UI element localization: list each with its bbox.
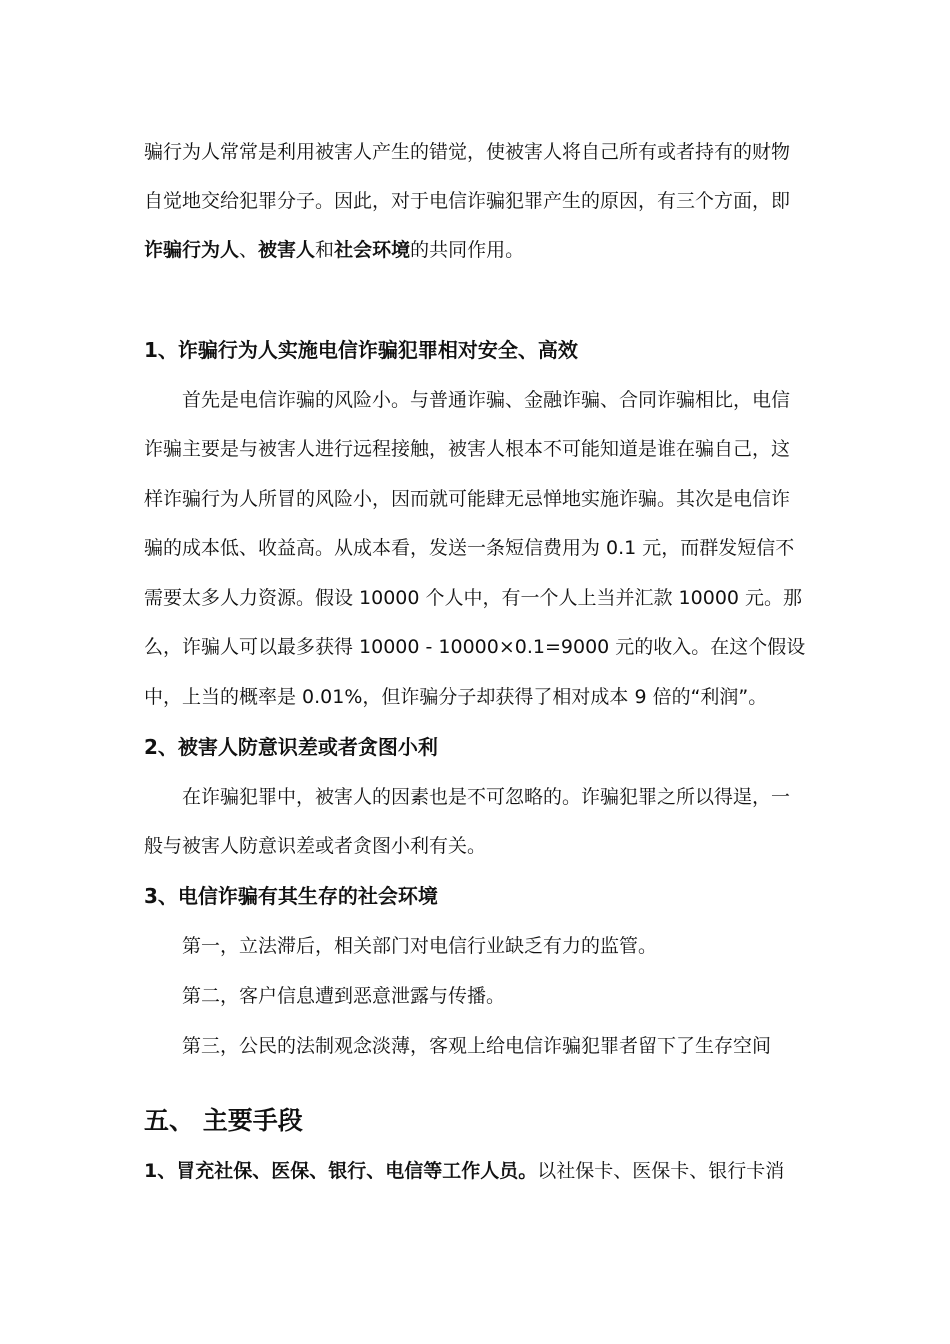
intro-sep-1: 、 xyxy=(239,239,259,261)
section-2-heading: 2、被害人防意识差或者贪图小利 xyxy=(144,735,438,759)
intro-term-social-env: 社会环境 xyxy=(334,239,411,261)
section-1-line-5: 需要太多人力资源。假设 10000 个人中，有一个人上当并汇款 10000 元。那 xyxy=(144,587,803,609)
intro-term-victim: 被害人 xyxy=(258,239,316,261)
section-5-item-1-text: 以社保卡、医保卡、银行卡消 xyxy=(537,1160,785,1182)
section-1-line-4: 骗的成本低、收益高。从成本看，发送一条短信费用为 0.1 元，而群发短信不 xyxy=(144,537,795,559)
section-2-line-2: 般与被害人防意识差或者贪图小利有关。 xyxy=(144,835,487,857)
section-1-line-6: 么，诈骗人可以最多获得 10000 - 10000×0.1=9000 元的收入。在这个假设 xyxy=(144,636,806,658)
section-2-line-1: 在诈骗犯罪中，被害人的因素也是不可忽略的。诈骗犯罪之所以得逞，一 xyxy=(182,786,791,808)
section-1-line-3: 样诈骗行为人所冒的风险小，因而就可能肆无忌惮地实施诈骗。其次是电信诈 xyxy=(144,488,791,510)
intro-tail: 的共同作用。 xyxy=(410,239,525,261)
intro-line-1: 骗行为人常常是利用被害人产生的错觉，使被害人将自己所有或者持有的财物 xyxy=(144,141,791,163)
section-1-line-1: 首先是电信诈骗的风险小。与普通诈骗、金融诈骗、合同诈骗相比，电信 xyxy=(182,389,791,411)
intro-line-3 xyxy=(144,238,524,263)
section-1-line-2: 诈骗主要是与被害人进行远程接触，被害人根本不可能知道是谁在骗自己，这 xyxy=(144,438,791,460)
intro-line-2: 自觉地交给犯罪分子。因此，对于电信诈骗犯罪产生的原因，有三个方面，即 xyxy=(144,190,791,212)
section-5-heading: 五、 主要手段 xyxy=(144,1106,303,1135)
section-3-line-2: 第二，客户信息遭到恶意泄露与传播。 xyxy=(182,985,506,1007)
section-5-item-1 xyxy=(144,1159,784,1184)
section-1-line-7: 中，上当的概率是 0.01%，但诈骗分子却获得了相对成本 9 倍的“利润”。 xyxy=(144,686,768,708)
section-1-heading: 1、诈骗行为人实施电信诈骗犯罪相对安全、高效 xyxy=(144,338,578,362)
section-3-line-3: 第三，公民的法制观念淡薄，客观上给电信诈骗犯罪者留下了生存空间 xyxy=(182,1035,772,1057)
intro-term-fraudster: 诈骗行为人 xyxy=(144,239,240,261)
section-3-line-1: 第一，立法滞后，相关部门对电信行业缺乏有力的监管。 xyxy=(182,935,658,957)
section-3-heading: 3、电信诈骗有其生存的社会环境 xyxy=(144,884,438,908)
intro-sep-2: 和 xyxy=(315,239,335,261)
section-5-item-1-lead: 1、冒充社保、医保、银行、电信等工作人员。 xyxy=(144,1160,538,1182)
